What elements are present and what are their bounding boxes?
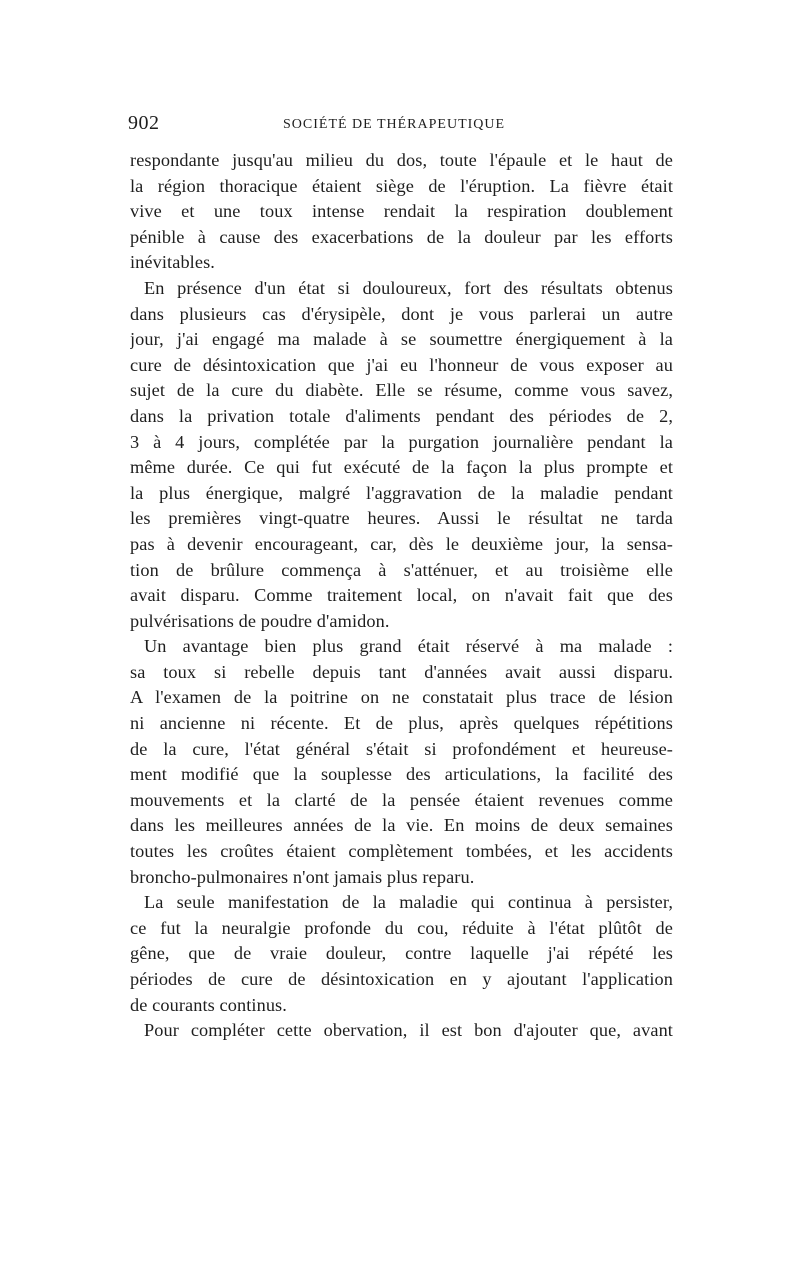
body-text (130, 148, 673, 1044)
text-line: inévitables. (130, 252, 215, 273)
text-line: A l'examen de la poitrine on ne constatait plus trace de lésion (130, 687, 673, 708)
text-line: dans la privation totale d'aliments pendant des périodes de 2, (130, 405, 673, 426)
text-line: broncho-pulmonaires n'ont jamais plus reparu. (130, 866, 475, 887)
text-line: la région thoracique étaient siège de l'éruption. La fièvre était (130, 175, 673, 196)
text-line: ni ancienne ni récente. Et de plus, après quelques répétitions (130, 713, 673, 734)
text-line: la plus énergique, malgré l'aggravation de la maladie pendant (130, 482, 673, 503)
text-line: sa toux si rebelle depuis tant d'années avait aussi disparu. (130, 661, 673, 682)
text-line: 3 à 4 jours, complétée par la purgation journalière pendant la (130, 431, 673, 452)
text-line: dans plusieurs cas d'érysipèle, dont je vous parlerai un autre (130, 303, 673, 324)
text-line: gêne, que de vraie douleur, contre laquelle j'ai répété les (130, 943, 673, 964)
page-header (130, 108, 673, 148)
text-line: cure de désintoxication que j'ai eu l'honneur de vous exposer au (130, 354, 673, 375)
running-title: SOCIÉTÉ DE THÉRAPEUTIQUE (283, 117, 506, 132)
text-line: tion de brûlure commença à s'atténuer, et au troisième elle (130, 559, 673, 580)
text-line: La seule manifestation de la maladie qui continua à persister, (144, 892, 673, 913)
text-line: Pour compléter cette obervation, il est bon d'ajouter que, avant (144, 1020, 673, 1041)
text-line: pulvérisations de poudre d'amidon. (130, 610, 390, 631)
text-line: pénible à cause des exacerbations de la douleur par les efforts (130, 226, 673, 247)
text-line: les premières vingt-quatre heures. Aussi le résultat ne tarda (130, 508, 673, 529)
text-line: mouvements et la clarté de la pensée étaient revenues comme (130, 789, 673, 810)
text-line: vive et une toux intense rendait la respiration doublement (130, 201, 673, 222)
text-line: pas à devenir encourageant, car, dès le deuxième jour, la sensa- (130, 533, 673, 554)
text-line: dans les meilleures années de la vie. En moins de deux semaines (130, 815, 673, 836)
text-line: ment modifié que la souplesse des articulations, la facilité des (130, 764, 673, 785)
text-line: même durée. Ce qui fut exécuté de la façon la plus prompte et (130, 457, 673, 478)
text-line: ce fut la neuralgie profonde du cou, réduite à l'état plûtôt de (130, 917, 673, 938)
text-line: Un avantage bien plus grand était réservé à ma malade : (144, 636, 673, 657)
text-line: jour, j'ai engagé ma malade à se soumettre énergiquement à la (130, 329, 673, 350)
text-line: respondante jusqu'au milieu du dos, toute l'épaule et le haut de (130, 150, 673, 170)
text-line: sujet de la cure du diabète. Elle se résume, comme vous savez, (130, 380, 673, 401)
page-number: 902 (128, 112, 160, 134)
text-line: avait disparu. Comme traitement local, on n'avait fait que des (130, 585, 673, 606)
text-line: En présence d'un état si douloureux, fort des résultats obtenus (144, 277, 673, 298)
book-page (130, 108, 673, 1044)
text-line: de courants continus. (130, 994, 287, 1015)
text-line: toutes les croûtes étaient complètement tombées, et les accidents (130, 841, 673, 862)
text-line: périodes de cure de désintoxication en y ajoutant l'application (130, 969, 673, 989)
text-line: de la cure, l'état général s'était si profondément et heureuse- (130, 738, 673, 759)
